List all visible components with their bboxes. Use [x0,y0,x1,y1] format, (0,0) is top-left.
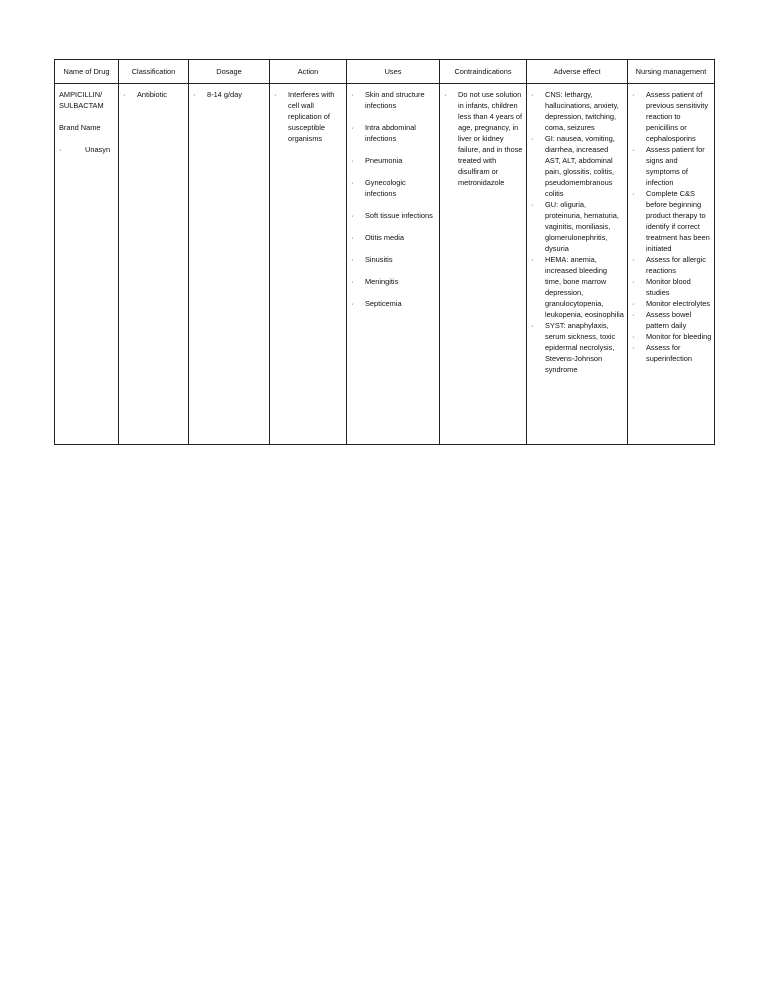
brand-name-label: Brand Name [59,123,101,132]
header-action: Action [270,60,347,84]
list-item [351,89,437,111]
table-row [55,84,715,445]
list-item [632,144,712,188]
list-item [632,89,712,144]
adverse-effect-text: GU: oliguria, proteinuria, hematuria, vaginitis, moniliasis, glomerulonephritis, dysuria [545,200,619,253]
list-item [351,254,437,265]
bullet-icon: · [444,90,447,99]
use-item-text: Gynecologic infections [365,178,406,198]
list-item [632,254,712,276]
list-item [632,342,712,364]
nursing-item-text: Assess patient of previous sensitivity reaction to penicillins or cephalosporins [646,90,709,143]
nursing-item-text: Assess for superinfection [646,343,693,363]
table-header-row [55,60,715,84]
list-item [531,133,625,199]
list-item [351,122,437,144]
bullet-icon: · [59,145,62,154]
use-item-text: Sinusitis [365,255,393,264]
drug-name-cell [55,84,119,445]
bullet-icon: · [351,211,354,220]
nursing-item-text: Complete C&S before beginning product therapy to identify if correct treatment has been initiated [646,189,710,253]
list-item [444,89,524,188]
use-item-text: Intra abdominal infections [365,123,416,143]
list-item [351,210,437,221]
header-classification: Classification [119,60,189,84]
use-item-text: Septicemia [365,299,402,308]
adverse-effects-list [531,89,625,375]
bullet-icon: · [123,90,126,99]
bullet-icon: · [632,310,635,319]
bullet-icon: · [531,200,534,209]
list-item [351,155,437,166]
bullet-icon: · [351,90,354,99]
list-item [193,89,267,100]
list-item [351,276,437,287]
bullet-icon: · [632,332,635,341]
adverse-effect-cell [527,84,628,445]
bullet-icon: · [351,255,354,264]
bullet-icon: · [274,90,277,99]
bullet-icon: · [632,145,635,154]
nursing-item-text: Assess bowel pattern daily [646,310,692,330]
bullet-icon: · [351,277,354,286]
bullet-icon: · [351,299,354,308]
adverse-effect-text: GI: nausea, vomiting, diarrhea, increased AST, ALT, abdominal pain, glossitis, colitis, pseudomembranous colitis [545,134,615,198]
drug-name-line1: AMPICILLIN/ [59,90,103,99]
contraindications-cell [440,84,527,445]
list-item [632,309,712,331]
header-uses: Uses [347,60,440,84]
brand-list [59,144,116,155]
bullet-icon: · [351,178,354,187]
header-nursing-management: Nursing management [628,60,715,84]
action-text: Interferes with cell wall replication of susceptible organisms [288,90,335,143]
bullet-icon: · [632,277,635,286]
drug-name-line2: SULBACTAM [59,101,104,110]
bullet-icon: · [531,321,534,330]
adverse-effect-text: SYST: anaphylaxis, serum sickness, toxic epidermal necrolysis, Stevens-Johnson syndrome [545,321,616,374]
nursing-item-text: Monitor blood studies [646,277,691,297]
bullet-icon: · [351,156,354,165]
contraindications-list [444,89,524,188]
use-item-text: Skin and structure infections [365,90,425,110]
dosage-cell [189,84,270,445]
use-item-text: Meningitis [365,277,399,286]
bullet-icon: · [193,90,196,99]
bullet-icon: · [632,90,635,99]
header-dosage: Dosage [189,60,270,84]
dosage-list [193,89,267,100]
bullet-icon: · [632,189,635,198]
bullet-icon: · [531,90,534,99]
list-item [59,144,116,155]
classification-cell [119,84,189,445]
nursing-item-text: Assess for allergic reactions [646,255,706,275]
nursing-management-cell [628,84,715,445]
list-item [632,298,712,309]
uses-cell [347,84,440,445]
action-list [274,89,344,144]
use-item-text: Otitis media [365,233,405,242]
classification-list [123,89,186,100]
list-item [531,320,625,375]
list-item [632,188,712,254]
list-item [351,232,437,243]
header-contraindications: Contraindications [440,60,527,84]
dosage-text: 8-14 g/day [207,90,242,99]
drug-study-table [54,59,715,445]
nursing-item-text: Assess patient for signs and symptoms of infection [646,145,705,187]
list-item [531,199,625,254]
bullet-icon: · [351,233,354,242]
bullet-icon: · [632,343,635,352]
uses-list [351,89,437,309]
adverse-effect-text: HEMA: anemia, increased bleeding time, bone marrow depression, granulocytopenia, leukopenia, eosinophilia [545,255,624,319]
use-item-text: Pneumonia [365,156,403,165]
list-item [531,89,625,133]
use-item-text: Soft tissue infections [365,211,433,220]
header-name-of-drug: Name of Drug [55,60,119,84]
list-item [123,89,186,100]
brand-name: Unasyn [85,145,111,154]
bullet-icon: · [531,134,534,143]
list-item [632,331,712,342]
header-adverse-effect: Adverse effect [527,60,628,84]
bullet-icon: · [351,123,354,132]
list-item [531,254,625,320]
nursing-management-list [632,89,712,364]
list-item [351,177,437,199]
nursing-item-text: Monitor for bleeding [646,332,712,341]
action-cell [270,84,347,445]
bullet-icon: · [632,255,635,264]
list-item [632,276,712,298]
classification-text: Antibiotic [137,90,167,99]
adverse-effect-text: CNS: lethargy, hallucinations, anxiety, depression, twitching, coma, seizures [545,90,619,132]
nursing-item-text: Monitor electrolytes [646,299,711,308]
bullet-icon: · [632,299,635,308]
list-item [274,89,344,144]
list-item [351,298,437,309]
contraindications-text: Do not use solution in infants, children less than 4 years of age, pregnancy, in liver or kidney failure, and in those treated with disulfiram or metronidazole [458,90,523,187]
bullet-icon: · [531,255,534,264]
